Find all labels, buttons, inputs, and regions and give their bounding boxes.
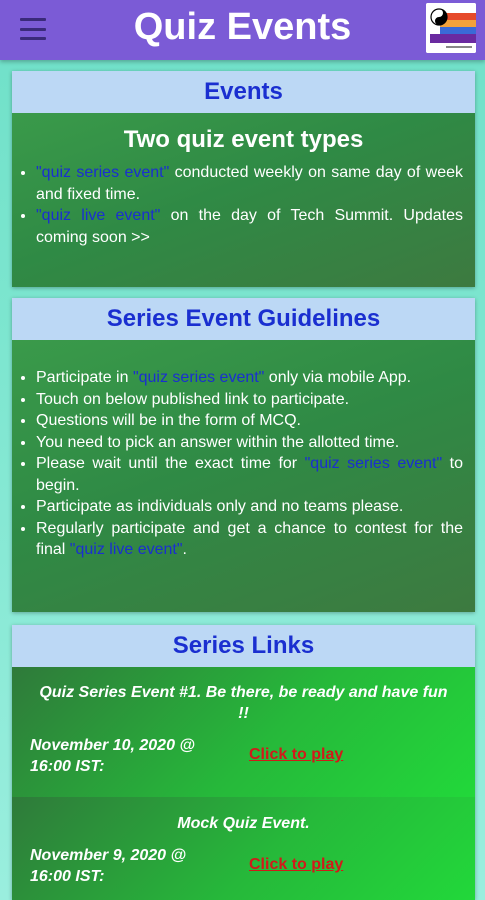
events-subtitle: Two quiz event types xyxy=(123,126,364,153)
page-title: Quiz Events xyxy=(133,6,352,48)
guidelines-list xyxy=(12,367,475,561)
series-links-card xyxy=(12,625,475,900)
click-to-play-link[interactable]: Click to play xyxy=(249,746,344,763)
app-bar xyxy=(0,0,485,60)
list-item: • Regularly participate and get a chance to contest for the final "quiz live event". xyxy=(36,518,463,561)
list-item: • "quiz live event" on the day of Tech Summit. Updates coming soon >> xyxy=(36,205,463,248)
events-card-header: Events xyxy=(12,71,475,113)
event-title: Mock Quiz Event. xyxy=(177,815,310,832)
events-card xyxy=(12,71,475,287)
list-item: • Touch on below published link to participate. xyxy=(36,389,463,411)
click-to-play-link[interactable]: Click to play xyxy=(249,856,344,873)
series-link-item xyxy=(12,797,475,900)
event-date: November 9, 2020 @ 16:00 IST: xyxy=(30,847,187,885)
series-link-item xyxy=(12,667,475,797)
guidelines-card xyxy=(12,298,475,612)
event-title: Quiz Series Event #1. Be there, be ready and have fun !! xyxy=(39,684,448,722)
guidelines-card-body xyxy=(12,340,475,612)
list-item: • Participate in "quiz series event" only via mobile App. xyxy=(36,367,463,389)
list-item: • Please wait until the exact time for "quiz series event" to begin. xyxy=(36,453,463,496)
event-date: November 10, 2020 @ 16:00 IST: xyxy=(30,737,196,775)
list-item: • "quiz series event" conducted weekly on same day of week and fixed time. xyxy=(36,162,463,205)
event-types-list xyxy=(12,162,475,248)
list-item: • Questions will be in the form of MCQ. xyxy=(36,410,463,432)
series-links-header: Series Links xyxy=(12,625,475,667)
guidelines-card-header: Series Event Guidelines xyxy=(12,298,475,340)
list-item: • Participate as individuals only and no teams please. xyxy=(36,496,463,518)
events-card-body xyxy=(12,113,475,287)
list-item: • You need to pick an answer within the allotted time. xyxy=(36,432,463,454)
app-logo xyxy=(426,3,476,53)
